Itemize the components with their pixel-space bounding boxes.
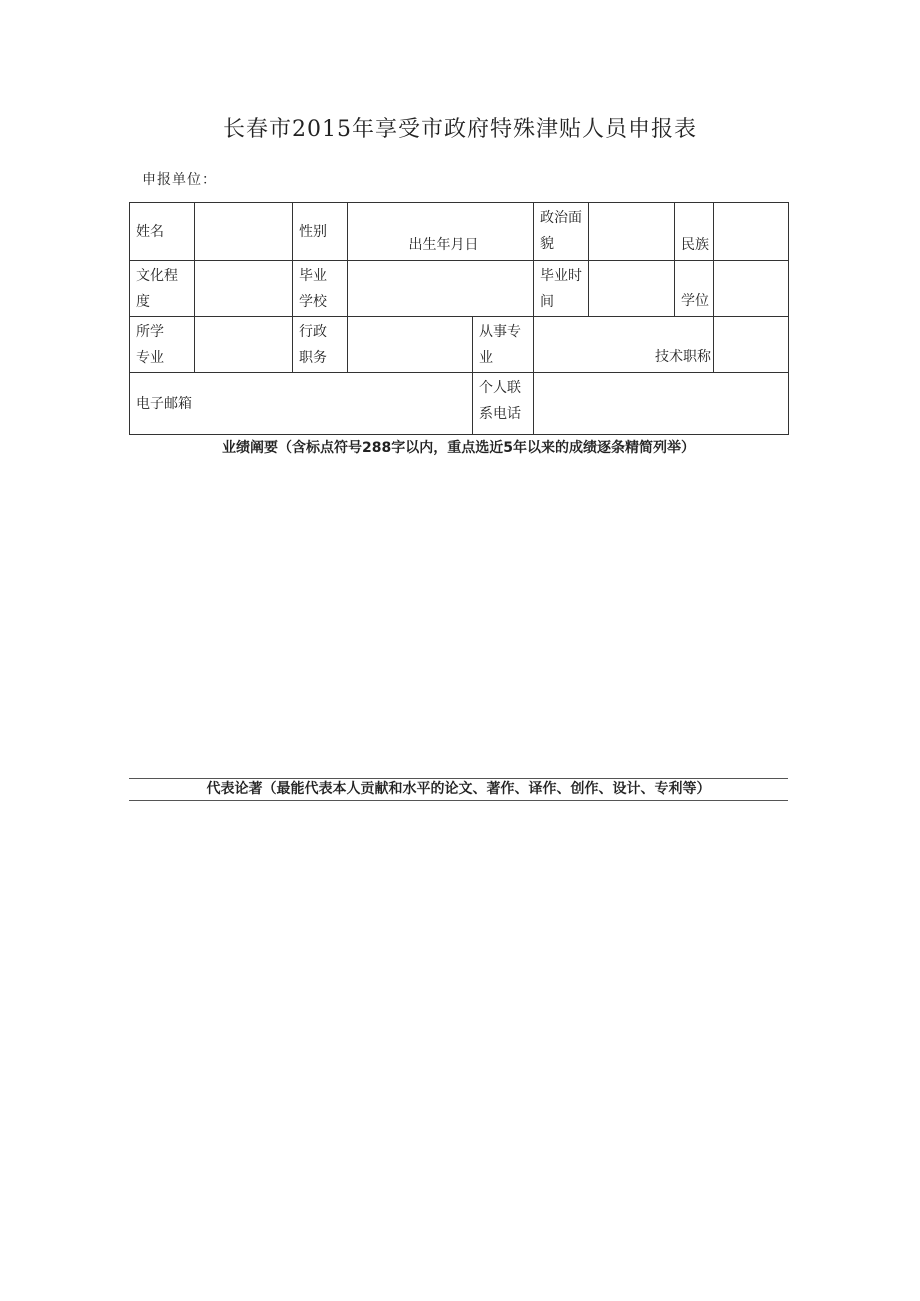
school-label: 毕业 学校: [293, 261, 348, 317]
technical-title-field[interactable]: [714, 317, 789, 373]
achievements-heading: 业绩阐要（含标点符号288字以内，重点选近5年以来的成绩逐条精简列举）: [222, 440, 695, 456]
ethnicity-label: 民族: [675, 203, 714, 261]
degree-label: 学位: [675, 261, 714, 317]
school-field[interactable]: [348, 261, 534, 317]
phone-field[interactable]: [534, 373, 789, 435]
page-title: 长春市2015年享受市政府特殊津贴人员申报表: [223, 117, 697, 142]
field-of-work-label: 从事专 业: [473, 317, 534, 373]
email-label: 电子邮箱: [130, 373, 473, 435]
education-label: 文化程 度: [130, 261, 195, 317]
major-field[interactable]: [195, 317, 293, 373]
name-field[interactable]: [195, 203, 293, 261]
unit-label: 申报单位：: [142, 172, 217, 188]
political-status-field[interactable]: [589, 203, 675, 261]
publications-heading: 代表论著（最能代表本人贡献和水平的论文、著作、译作、创作、设计、专利等）: [129, 778, 788, 801]
admin-position-field[interactable]: [348, 317, 473, 373]
education-field[interactable]: [195, 261, 293, 317]
ethnicity-field[interactable]: [714, 203, 789, 261]
application-form-table: [129, 202, 789, 435]
birth-date-label: 出生年月日: [348, 203, 534, 261]
technical-title-label: 技术职称: [534, 317, 714, 373]
gender-label: 性别: [293, 203, 348, 261]
graduation-time-label: 毕业时 间: [534, 261, 589, 317]
major-label: 所学 专业: [130, 317, 195, 373]
name-label: 姓名: [130, 203, 195, 261]
degree-field[interactable]: [714, 261, 789, 317]
political-status-label: 政治面 貌: [534, 203, 589, 261]
admin-position-label: 行政 职务: [293, 317, 348, 373]
graduation-time-field[interactable]: [589, 261, 675, 317]
phone-label: 个人联 系电话: [473, 373, 534, 435]
